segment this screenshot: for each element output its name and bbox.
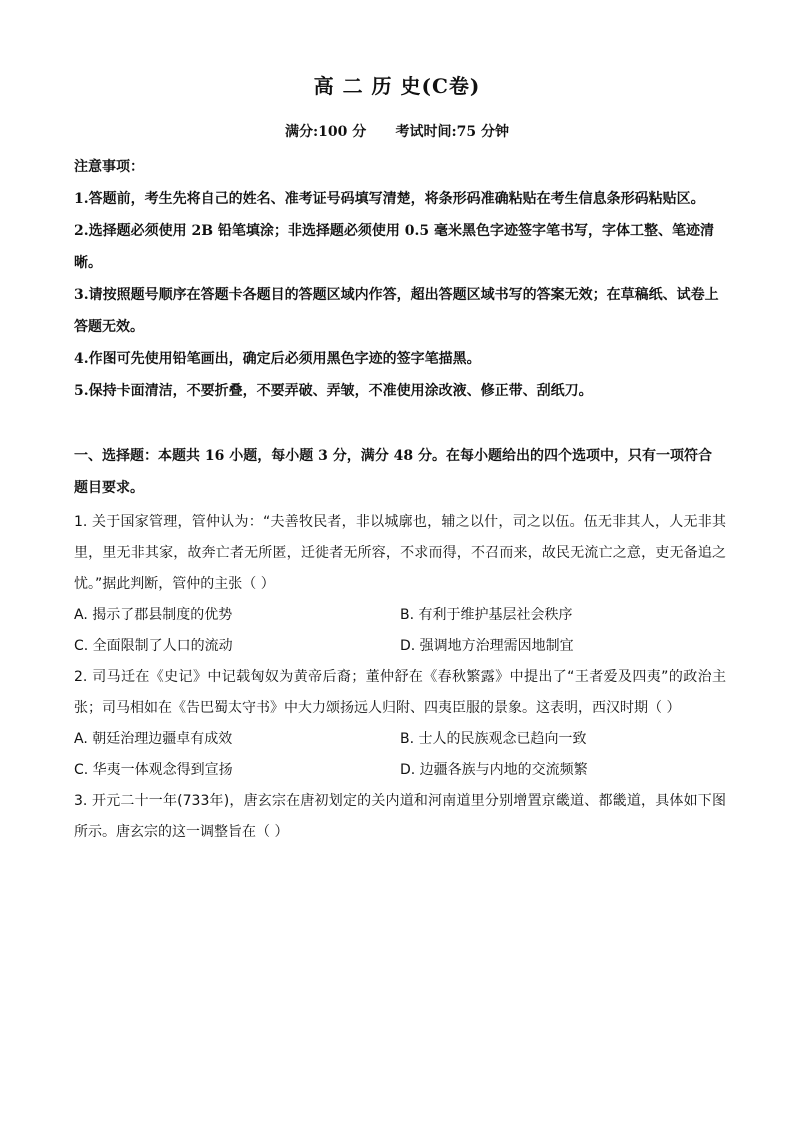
- exam-meta: 满分:100 分 考试时间:75 分钟: [284, 124, 510, 140]
- note-item: 3.请按照题号顺序在答题卡各题目的答题区域内作答，超出答题区域书写的答案无效；在草稿纸、试卷上答题无效。: [74, 287, 719, 335]
- option-c: C. 华夷一体观念得到宣扬: [74, 762, 233, 778]
- question-stem: 1. 关于国家管理，管仲认为：“夫善牧民者，非以城廓也，辅之以什，司之以伍。伍无非其人，人无非其里，里无非其家，故奔亡者无所匿，迁徙者无所容，不求而得，不召而来，故民无流亡之意，吏无备追之忧。”据此判断，管仲的主张（ ）: [74, 514, 726, 592]
- question-2: [74, 662, 726, 786]
- question-stem: 3. 开元二十一年(733年)，唐玄宗在唐初划定的关内道和河南道里分别增置京畿道、都畿道，具体如下图所示。唐玄宗的这一调整旨在（ ）: [74, 793, 726, 840]
- question-1: [74, 507, 726, 662]
- notes-heading: 注意事项：: [74, 159, 144, 175]
- option-d: D. 强调地方治理需因地制宜: [400, 638, 574, 654]
- page-title: 高 二 历 史(C卷): [313, 74, 481, 98]
- option-a: A. 朝廷治理边疆卓有成效: [74, 731, 233, 747]
- option-b: B. 有利于维护基层社会秩序: [400, 607, 573, 623]
- notes-section: [74, 151, 726, 407]
- option-list: [74, 600, 726, 662]
- question-3: [74, 786, 726, 848]
- note-item: 5.保持卡面清洁，不要折叠，不要弄破、弄皱，不准使用涂改液、修正带、刮纸刀。: [74, 383, 593, 399]
- option-d: D. 边疆各族与内地的交流频繁: [400, 762, 588, 778]
- section-heading: 一、选择题：本题共 16 小题，每小题 3 分，满分 48 分。在每小题给出的四个选项中，只有一项符合题目要求。: [74, 448, 712, 496]
- option-c: C. 全面限制了人口的流动: [74, 638, 233, 654]
- option-a: A. 揭示了郡县制度的优势: [74, 607, 233, 623]
- question-list: [74, 507, 726, 848]
- option-b: B. 士人的民族观念已趋向一致: [400, 731, 587, 747]
- option-list: [74, 724, 726, 786]
- question-stem: 2. 司马迁在《史记》中记载匈奴为黄帝后裔；董仲舒在《春秋繁露》中提出了“王者爱及四夷”的政治主张；司马相如在《告巴蜀太守书》中大力颂扬远人归附、四夷臣服的景象。这表明，西汉时期（ ）: [74, 669, 726, 716]
- note-item: 4.作图可先使用铅笔画出，确定后必须用黑色字迹的签字笔描黑。: [74, 351, 481, 367]
- note-item: 1.答题前，考生先将自己的姓名、准考证号码填写清楚，将条形码准确粘贴在考生信息条形码粘贴区。: [74, 191, 705, 207]
- note-item: 2.选择题必须使用 2B 铅笔填涂；非选择题必须使用 0.5 毫米黑色字迹签字笔书写，字体工整、笔迹清晰。: [74, 223, 715, 271]
